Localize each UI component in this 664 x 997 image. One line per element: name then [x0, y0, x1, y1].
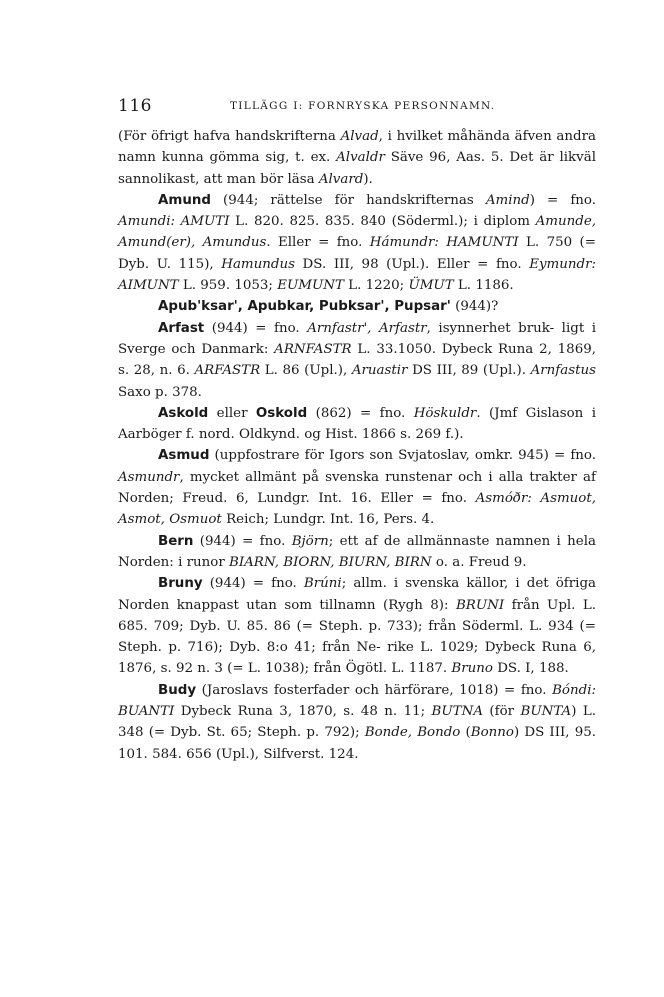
body-text: L. 86 (Upl.), — [260, 363, 352, 379]
entry-paragraph — [118, 126, 596, 190]
body-text: eller — [208, 405, 256, 421]
italic-text: BUNTA — [520, 704, 572, 720]
italic-text: Brúni — [303, 576, 342, 592]
body-text: (862) = fno. — [307, 405, 414, 421]
entry-paragraph — [118, 445, 596, 530]
italic-text: Amunde, Amund(er), Amundus. — [118, 214, 596, 251]
entry-headword: Askold — [158, 405, 209, 421]
body-text: ) L. 348 (= Dyb. St. 65; Steph. p. 792); — [118, 704, 596, 741]
entry-headword: Oskold — [255, 405, 308, 421]
italic-text: Bruno — [451, 661, 493, 677]
body-text: , mycket allmänt på svenska runstenar och i alla trakter af Norden; Freud. 6, Lundgr. Int. 16. Eller = fno. — [118, 469, 596, 507]
running-title: TILLÄGG I: FORNRYSKA PERSONNAMN. — [230, 100, 496, 112]
italic-text: Björn — [291, 533, 329, 549]
entry-paragraph — [118, 573, 596, 679]
italic-text: Eymundr: AIMUNT — [118, 256, 596, 294]
body-text: ) DS III, 95. 101. 584. 656 (Upl.), Silfverst. 124. — [118, 725, 596, 762]
italic-text: BRUNI — [455, 597, 505, 613]
entry-paragraph — [118, 318, 596, 403]
italic-text: ARFASTR — [194, 363, 261, 379]
entry-paragraph — [118, 296, 596, 317]
italic-text: Asmóðr: Asmuot, Asmot, Osmuot — [118, 491, 596, 528]
body-text: L. 33.1050. Dybeck Runa 2, 1869, s. 28, n. 6. — [118, 341, 596, 379]
body-text: L. 959. 1053; — [178, 278, 278, 294]
body-text: (944)? — [450, 299, 499, 315]
italic-text: Asmundr — [118, 469, 180, 485]
entry-headword: Budy — [158, 682, 197, 698]
body-text: . (Jmf Gislason i Aarböger f. nord. Oldkynd. og Hist. 1866 s. 269 f.). — [118, 405, 596, 443]
body-text: (944) = fno. — [204, 320, 308, 336]
body-text: (944) = fno. — [202, 576, 304, 592]
italic-text: Hámundr: HAMUNTI — [369, 235, 519, 251]
body-text: o. a. Freud 9. — [431, 554, 527, 570]
body-text: Dybeck Runa 3, 1870, s. 48 n. 11; — [174, 704, 432, 720]
body-text: , i hvilket måhända äfven andra namn kunna gömma sig, t. ex. — [118, 129, 596, 166]
italic-text: Bóndi: BUANTI — [118, 682, 596, 720]
entry-paragraph — [118, 190, 596, 296]
entry-headword: Asmud — [158, 448, 210, 464]
entry-headword: Bern — [158, 533, 194, 549]
entry-headword: Amund — [158, 192, 211, 208]
italic-text: EUMUNT — [277, 278, 344, 294]
italic-text: Aruastir — [351, 363, 408, 379]
italic-text: Alvaldr — [336, 150, 385, 166]
italic-text: Alvad — [340, 129, 379, 144]
italic-text: BUTNA — [431, 704, 483, 720]
italic-text: Arnfastr', Arfastr — [307, 320, 427, 336]
page-number: 116 — [118, 96, 152, 116]
body-text: Eller = fno. — [270, 235, 370, 251]
entry-headword: Arfast — [158, 320, 205, 336]
page-body — [118, 126, 596, 886]
page-header — [118, 96, 596, 116]
body-text: DS. I, 188. — [492, 661, 569, 677]
entry-headword: Bruny — [158, 576, 203, 592]
italic-text: Hamundus — [221, 256, 295, 272]
body-text: (uppfostrare för Igors son Svjatoslav, omkr. 945) = fno. — [209, 448, 596, 464]
body-text: (för — [483, 704, 521, 720]
entry-paragraph — [118, 531, 596, 574]
entry-paragraph — [118, 403, 596, 446]
entry-paragraph — [118, 680, 596, 765]
body-text: L. 750 (= Dyb. U. 115), — [118, 235, 596, 272]
italic-text: Amind — [485, 192, 530, 208]
italic-text: Bonno — [470, 725, 514, 741]
italic-text: ÜMUT — [408, 278, 454, 294]
body-text: DS. III, 98 (Upl.). Eller = fno. — [294, 256, 530, 272]
italic-text: ARNFASTR — [274, 341, 352, 357]
italic-text: Arnfastus — [530, 363, 596, 379]
body-text: L. 1186. — [453, 278, 514, 294]
italic-text: Bonde, Bondo — [364, 725, 461, 741]
body-text: , isynnerhet bruk- ligt i Sverge och Danmark: — [118, 320, 597, 357]
body-text: (944) = fno. — [193, 533, 292, 549]
body-text: från Upl. L. 685. 709; Dyb. U. 85. 86 (= Steph. p. 733); från Söderml. L. 934 (= Steph. p. 716); Dyb. 8:o 41; från Ne- rike L. 1029; Dybeck Runa 6, 1876, s. 92 n. 3 (= L. 1038); från Ögötl. L. 1187. — [118, 597, 597, 677]
body-text: Reich; Lundgr. Int. 16, Pers. 4. — [221, 512, 435, 528]
italic-text: Amundi: AMUTI — [118, 214, 230, 230]
body-text: L. 1220; — [343, 278, 409, 294]
body-text: Säve 96, Aas. 5. Det är likväl sannolikast, att man bör läsa — [118, 150, 596, 187]
body-text: ; ett af de allmännaste namnen i hela Norden: i runor — [118, 533, 596, 570]
body-text: L. 820. 825. 835. 840 (Söderml.); i diplom — [229, 214, 536, 230]
body-text: ) = fno. — [529, 192, 597, 208]
body-text: ( — [460, 725, 471, 741]
body-text: (Jaroslavs fosterfader och härförare, 1018) = fno. — [196, 682, 553, 698]
entry-headword: Apub'ksar', Apubkar, Pubksar', Pupsar' — [158, 299, 451, 315]
italic-text: Höskuldr — [413, 405, 477, 421]
body-text: DS III, 89 (Upl.). — [407, 363, 531, 379]
body-text: ). — [363, 171, 373, 187]
italic-text: Alvard — [318, 171, 364, 187]
body-text: (944; rättelse för handskrifternas — [210, 192, 486, 208]
italic-text: BIARN, BIORN, BIURN, BIRN — [228, 554, 432, 570]
body-text: ; allm. i svenska källor, i det öfriga Norden knappast utan som tillnamn (Rygh 8): — [118, 576, 597, 613]
body-text: Saxo p. 378. — [118, 384, 202, 400]
body-text: (För öfrigt hafva handskrifterna — [118, 129, 341, 144]
